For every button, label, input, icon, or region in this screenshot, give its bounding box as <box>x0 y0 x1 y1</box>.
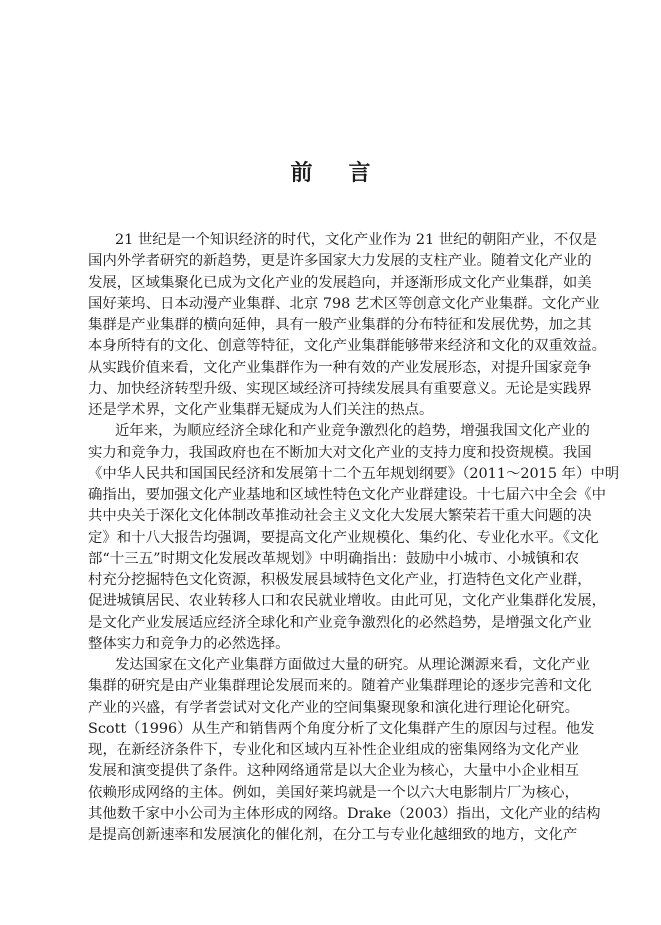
text-line: 集群的研究是由产业集群理论发展而来的。随着产业集群理论的逐步完善和文化 <box>88 678 592 695</box>
text-line: 其他数千家中小公司为主体形成的网络。Drake（2003）指出，文化产业的结构 <box>88 805 601 822</box>
text-line: 从实践价值来看，文化产业集群作为一种有效的产业发展形态，对提升国家竞争 <box>88 359 592 376</box>
text-line: 集群是产业集群的横向延伸，具有一般产业集群的分布特征和发展优势，加之其 <box>88 317 592 333</box>
text-line: 是文化产业发展适应经济全球化和产业竞争激烈化的必然趋势，是增强文化产业 <box>88 614 592 631</box>
text-line: 是提高创新速率和发展演化的催化剂，在分工与专业化越细致的地方，文化产 <box>88 827 578 843</box>
text-line: 近年来，为顺应经济全球化和产业竞争激烈化的趋势，增强我国文化产业的 <box>115 423 590 440</box>
text-line: 村充分挖掘特色文化资源，积极发展县域特色文化产业，打造特色文化产业群， <box>88 572 592 588</box>
text-line: 21 世纪是一个知识经济的时代，文化产业作为 21 世纪的朝阳产业，不仅是 <box>115 232 598 248</box>
body-text <box>88 230 620 846</box>
text-line: 共中央关于深化文化体制改革推动社会主义文化大发展大繁荣若干重大问题的决 <box>88 508 592 525</box>
title-char-1: 前 <box>290 160 313 186</box>
text-line: 定》和十八大报告均强调，要提高文化产业规模化、集约化、专业化水平。《文化 <box>88 529 599 546</box>
paragraph <box>88 655 601 846</box>
text-line: Scott（1996）从生产和销售两个角度分析了文化集群产生的原因与过程。他发 <box>88 720 595 737</box>
text-line: 部“十三五”时期文化发展改革规划》中明确指出：鼓励中小城市、小城镇和农 <box>88 550 579 567</box>
text-line: 确指出，要加强文化产业基地和区域性特色文化产业群建设。十七届六中全会《中 <box>88 487 607 503</box>
text-line: 力、加快经济转型升级、实现区域经济可持续发展具有重要意义。无论是实践界 <box>88 380 592 397</box>
text-line: 还是学术界，文化产业集群无疑成为人们关注的热点。 <box>88 402 434 418</box>
page-title <box>0 156 661 187</box>
text-line: 促进城镇居民、农业转移人口和农民就业增收。由此可见，文化产业集群化发展， <box>88 593 607 610</box>
text-line: 国好莱坞、日本动漫产业集群、北京 798 艺术区等创意文化产业集群。文化产业 <box>88 295 600 312</box>
text-line: 发展，区域集聚化已成为文化产业的发展趋向，并逐渐形成文化产业集群，如美 <box>88 274 592 291</box>
paragraph <box>88 230 607 421</box>
paragraph <box>88 421 620 655</box>
text-line: 发展和演变提供了条件。这种网络通常是以大企业为核心，大量中小企业相互 <box>88 763 579 780</box>
text-line: 依赖形成网络的主体。例如，美国好莱坞就是一个以六大电影制片厂为核心， <box>88 784 579 801</box>
title-char-2: 言 <box>348 160 371 186</box>
text-line: 国内外学者研究的新趋势，更是许多国家大力发展的支柱产业。随着文化产业的 <box>88 253 592 270</box>
text-line: 现，在新经济条件下，专业化和区域内互补性企业组成的密集网络为文化产业 <box>88 742 579 758</box>
text-line: 产业的兴盛，有学者尝试对文化产业的空间集聚现象和演化进行理论化研究。 <box>88 699 579 716</box>
text-line: 本身所特有的文化、创意等特征，文化产业集群能够带来经济和文化的双重效益。 <box>88 338 607 355</box>
text-line: 实力和竞争力，我国政府也在不断加大对文化产业的支持力度和投资规模。我国 <box>88 444 592 461</box>
text-line: 整体实力和竞争力的必然选择。 <box>88 635 290 652</box>
text-line: 《中华人民共和国国民经济和发展第十二个五年规划纲要》（2011～2015 年）中明 <box>88 465 620 482</box>
text-line: 发达国家在文化产业集群方面做过大量的研究。从理论渊源来看，文化产业 <box>115 657 590 673</box>
